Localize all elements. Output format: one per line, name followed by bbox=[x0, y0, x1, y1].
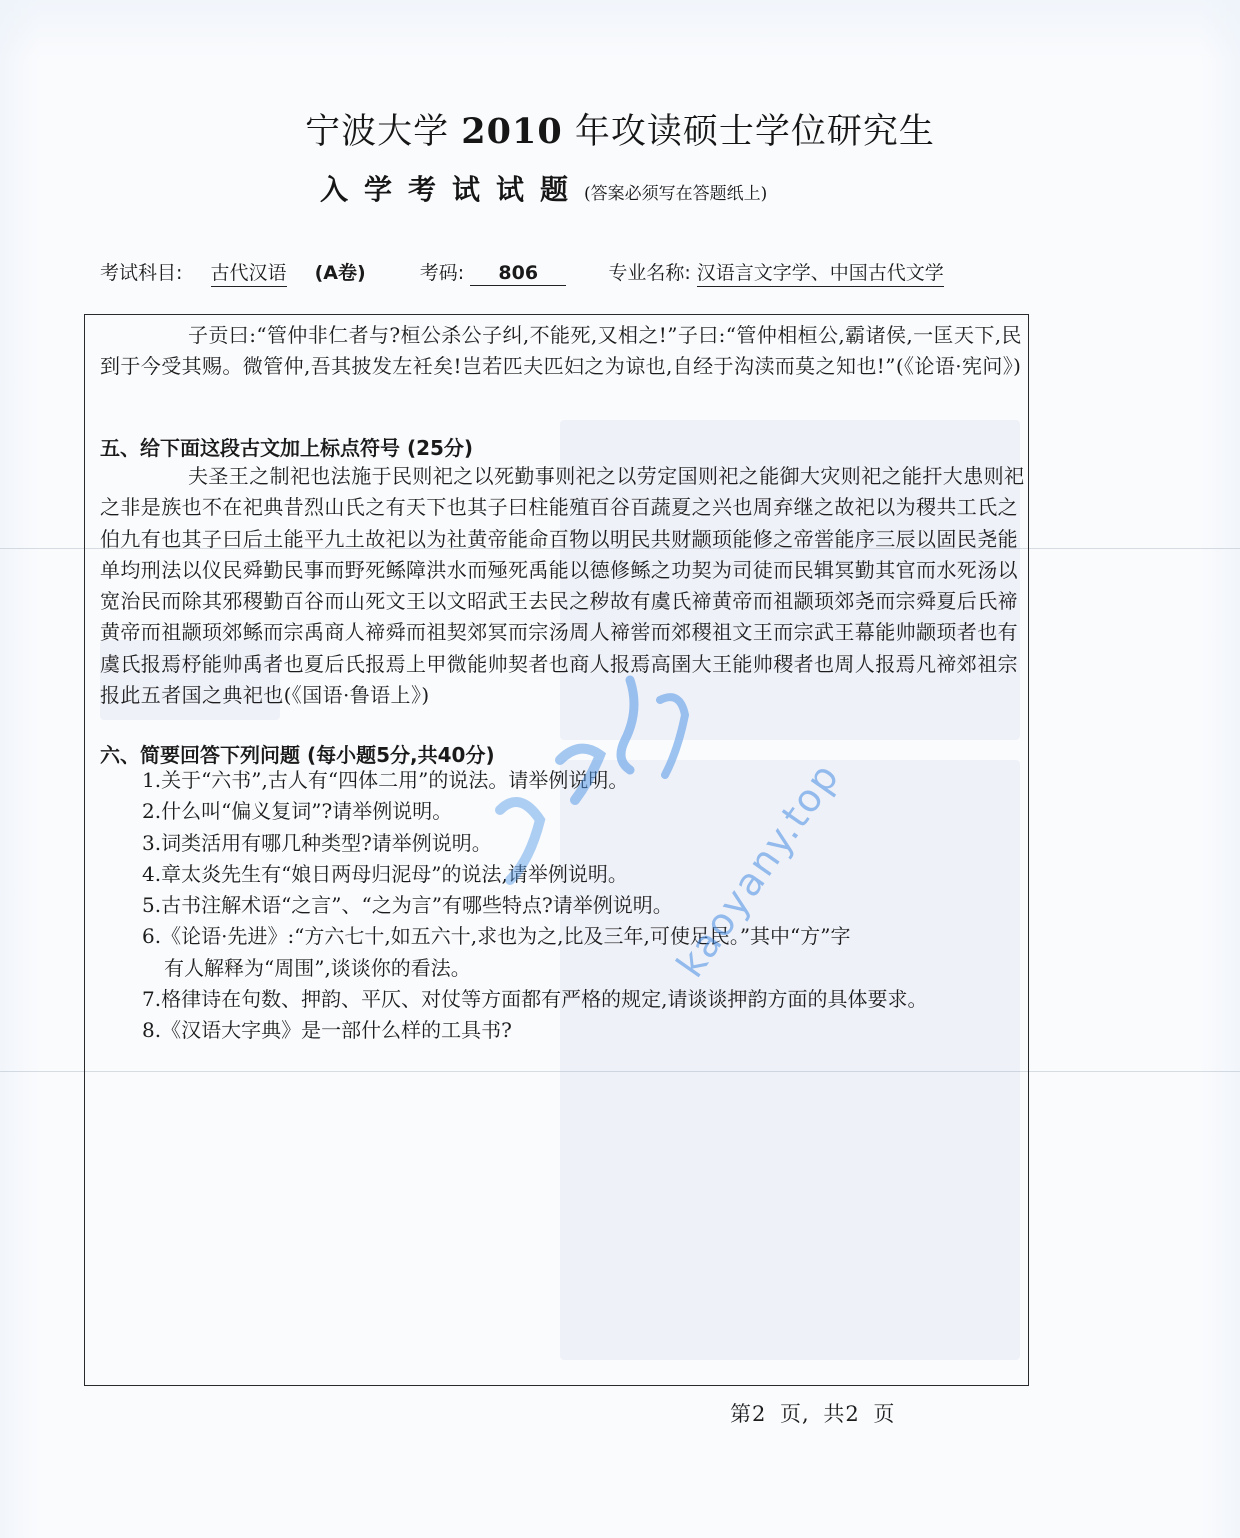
exam-subtitle bbox=[320, 168, 767, 208]
exam-meta-row bbox=[100, 258, 944, 287]
question-6-continued: 有人解释为“周围”,谈谈你的看法。 bbox=[164, 955, 471, 980]
code-value: 806 bbox=[470, 262, 566, 286]
continued-passage: 子贡曰:“管仲非仁者与?桓公杀公子纠,不能死,又相之!”子曰:“管仲相桓公,霸诸侯,一匡天下,民到于今受其赐。微管仲,吾其披发左衽矣!岂若匹夫匹妇之为谅也,自经于沟渎而莫之知也!”(《论语·宪问》) bbox=[100, 323, 1022, 379]
exam-title bbox=[0, 104, 1240, 154]
section-5-heading: 五、给下面这段古文加上标点符号 (25分) bbox=[100, 436, 474, 460]
question-4: 4.章太炎先生有“娘日两母归泥母”的说法,请举例说明。 bbox=[142, 861, 628, 886]
subtitle-note: (答案必须写在答题纸上) bbox=[584, 184, 768, 204]
watermark-text: kaoyany.top bbox=[668, 754, 849, 986]
question-8: 8.《汉语大字典》是一部什么样的工具书? bbox=[142, 1018, 512, 1043]
title-prefix: 宁波大学 bbox=[305, 112, 462, 152]
subject-label: 考试科目: bbox=[100, 262, 183, 284]
major-value: 汉语言文字学、中国古代文学 bbox=[697, 258, 944, 287]
title-year: 2010 bbox=[461, 111, 563, 152]
question-5: 5.古书注解术语“之言”、“之为言”有哪些特点?请举例说明。 bbox=[142, 893, 673, 918]
code-label: 考码: bbox=[419, 262, 465, 284]
question-6: 6.《论语·先进》:“方六七十,如五六十,求也为之,比及三年,可使足民。”其中“方”字 bbox=[142, 924, 851, 949]
question-1: 1.关于“六书”,古人有“四体二用”的说法。请举例说明。 bbox=[142, 768, 629, 792]
major-label: 专业名称: bbox=[608, 262, 691, 284]
subtitle-text: 入学考试试题 bbox=[320, 173, 585, 206]
paper-version: (A卷) bbox=[314, 262, 366, 284]
question-2: 2.什么叫“偏义复词”?请举例说明。 bbox=[142, 799, 453, 824]
question-3: 3.词类活用有哪几种类型?请举例说明。 bbox=[142, 830, 492, 855]
title-suffix: 年攻读硕士学位研究生 bbox=[562, 112, 935, 152]
section-5-passage: 夫圣王之制祀也法施于民则祀之以死勤事则祀之以劳定国则祀之能御大灾则祀之能扞大患则祀之非是族也不在祀典昔烈山氏之有天下也其子曰柱能殖百谷百蔬夏之兴也周弃继之故祀以为稷共工氏之伯九有也其子曰后土能平九土故祀以为社黄帝能命百物以明民共财颛顼能修之帝喾能序三辰以固民尧能单均刑法以仪民舜勤民事而野死鲧障洪水而殛死禹能以德修鲧之功契为司徒而民辑冥勤其官而水死汤以宽治民而除其邪稷勤百谷而山死文王以文昭武王去民之秽故有虞氏禘黄帝而祖颛顼郊尧而宗舜夏后氏禘黄帝而祖颛顼郊鲧而宗禹商人禘舜而祖契郊冥而宗汤周人禘喾而郊稷祖文王而宗武王幕能帅颛顼者也有虞氏报焉杼能帅禹者也夏后氏报焉上甲微能帅契者也商人报焉高圉大王能帅稷者也周人报焉凡禘郊祖宗报此五者国之典祀也(《国语·鲁语上》) bbox=[100, 464, 1025, 708]
section-6-questions bbox=[142, 765, 1027, 1047]
question-7: 7.格律诗在句数、押韵、平仄、对仗等方面都有严格的规定,请谈谈押韵方面的具体要求。 bbox=[142, 987, 928, 1012]
section-6-heading: 六、简要回答下列问题 (每小题5分,共40分) bbox=[100, 743, 495, 767]
page-number: 第2 页, 共2 页 bbox=[730, 1402, 896, 1426]
subject-value: 古代汉语 bbox=[211, 258, 287, 287]
